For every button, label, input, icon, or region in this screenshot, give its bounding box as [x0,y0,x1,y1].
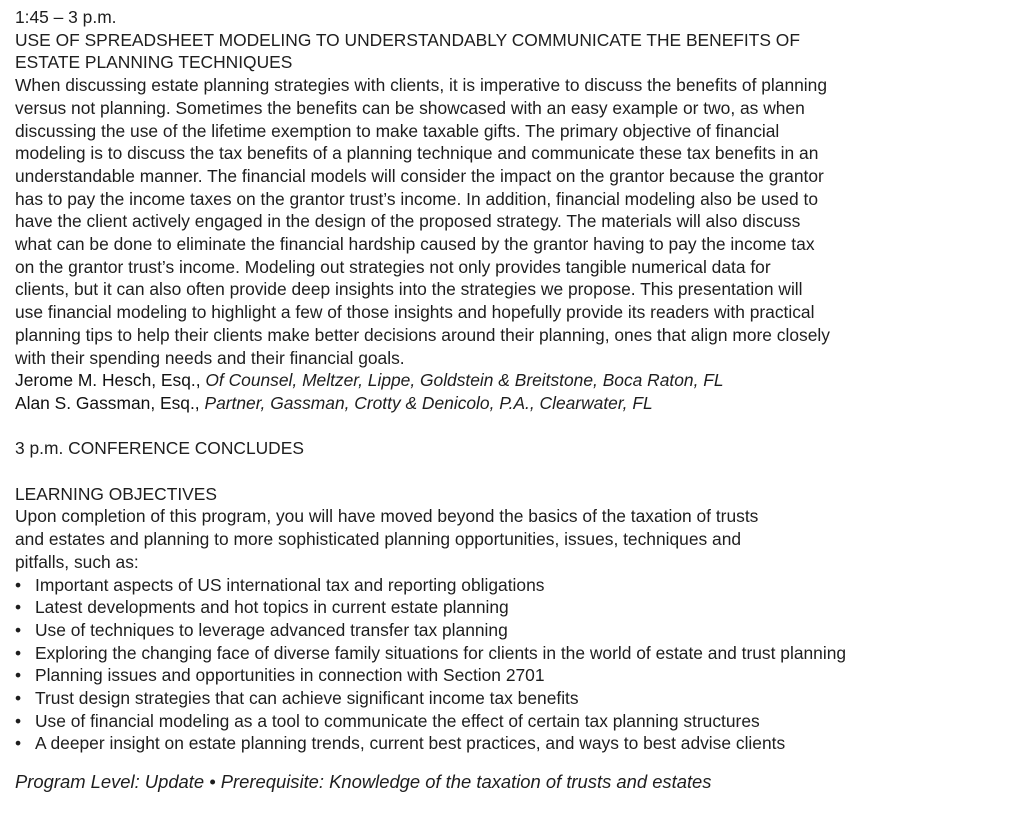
description-line: versus not planning. Sometimes the benefits can be showcased with an easy example or two, as when [15,97,805,118]
bullet-icon: • [15,574,22,595]
list-item-text: Exploring the changing face of diverse family situations for clients in the world of estate and trust planning [35,642,847,663]
description-line: When discussing estate planning strategies with clients, it is imperative to discuss the benefits of planning [15,75,827,96]
conclusion-time: 3 p.m. [15,438,64,459]
speaker-name: Alan S. Gassman, Esq., [15,392,200,413]
spacer [15,460,1014,483]
bullet-icon: • [15,597,22,618]
description-line: understandable manner. The financial models will consider the impact on the grantor because the grantor [15,165,824,186]
session-title-line-2: ESTATE PLANNING TECHNIQUES [15,52,293,73]
bullet-icon: • [15,733,22,754]
list-item [15,732,1014,755]
list-item-text: Planning issues and opportunities in connection with Section 2701 [35,665,545,686]
list-item [15,687,1014,710]
session-time: 1:45 – 3 p.m. [15,7,117,27]
bullet-icon: • [15,642,22,663]
session-title-line-1: USE OF SPREADSHEET MODELING TO UNDERSTANDABLY COMMUNICATE THE BENEFITS OF [15,29,800,50]
bullet-icon: • [15,665,22,686]
objectives-list [15,574,1014,756]
objectives-heading: LEARNING OBJECTIVES [15,483,217,504]
conclusion-line [15,437,1014,460]
list-item [15,710,1014,733]
intro-line: Upon completion of this program, you will have moved beyond the basics of the taxation of trusts [15,506,759,527]
list-item-text: Important aspects of US international tax and reporting obligations [35,574,545,595]
intro-line: and estates and planning to more sophisticated planning opportunities, issues, techniques and [15,529,742,550]
list-item [15,664,1014,687]
description-line: planning tips to help their clients make better decisions around their planning, ones that align more closely [15,324,830,345]
description-line: what can be done to eliminate the financial hardship caused by the grantor having to pay the income tax [15,234,815,255]
speaker-entry [15,369,1014,392]
speaker-affiliation: Partner, Gassman, Crotty & Denicolo, P.A., Clearwater, FL [204,392,653,413]
intro-line: pitfalls, such as: [15,551,139,572]
list-item-text: Use of techniques to leverage advanced transfer tax planning [35,619,508,640]
description-line: clients, but it can also often provide deep insights into the strategies we propose. This presentation will [15,279,803,300]
objectives-intro [15,505,1014,573]
description-line: have the client actively engaged in the design of the proposed strategy. The materials will also discuss [15,211,801,232]
list-item-text: A deeper insight on estate planning trends, current best practices, and ways to best advise clients [35,733,786,754]
list-item [15,642,955,665]
list-item-text: Use of financial modeling as a tool to communicate the effect of certain tax planning structures [35,710,760,731]
list-item-text: Trust design strategies that can achieve significant income tax benefits [35,688,579,709]
description-line: modeling is to discuss the tax benefits of a planning technique and communicate these tax benefits in an [15,143,819,164]
list-item [15,619,1014,642]
bullet-icon: • [15,710,22,731]
description-line: has to pay the income taxes on the grantor trust’s income. In addition, financial modeling also be used to [15,188,819,209]
bullet-icon: • [15,619,22,640]
session-description [15,74,1014,369]
conclusion-label: CONFERENCE CONCLUDES [68,438,304,459]
speaker-entry [15,392,1014,415]
bullet-icon: • [15,688,22,709]
program-level-footer: Program Level: Update • Prerequisite: Knowledge of the taxation of trusts and estates [15,771,712,793]
description-line: discussing the use of the lifetime exemption to make taxable gifts. The primary objective of financial [15,120,780,141]
description-line: on the grantor trust’s income. Modeling out strategies not only provides tangible numerical data for [15,256,771,277]
list-item [15,596,1014,619]
description-line: use financial modeling to highlight a few of those insights and hopefully provide its readers with practical [15,302,815,323]
spacer [15,415,1014,438]
speaker-affiliation: Of Counsel, Meltzer, Lippe, Goldstein & Breitstone, Boca Raton, FL [205,370,724,391]
speaker-name: Jerome M. Hesch, Esq., [15,370,201,391]
list-item [15,574,1014,597]
list-item-text: Latest developments and hot topics in current estate planning [35,597,509,618]
description-line: with their spending needs and their financial goals. [15,347,405,368]
